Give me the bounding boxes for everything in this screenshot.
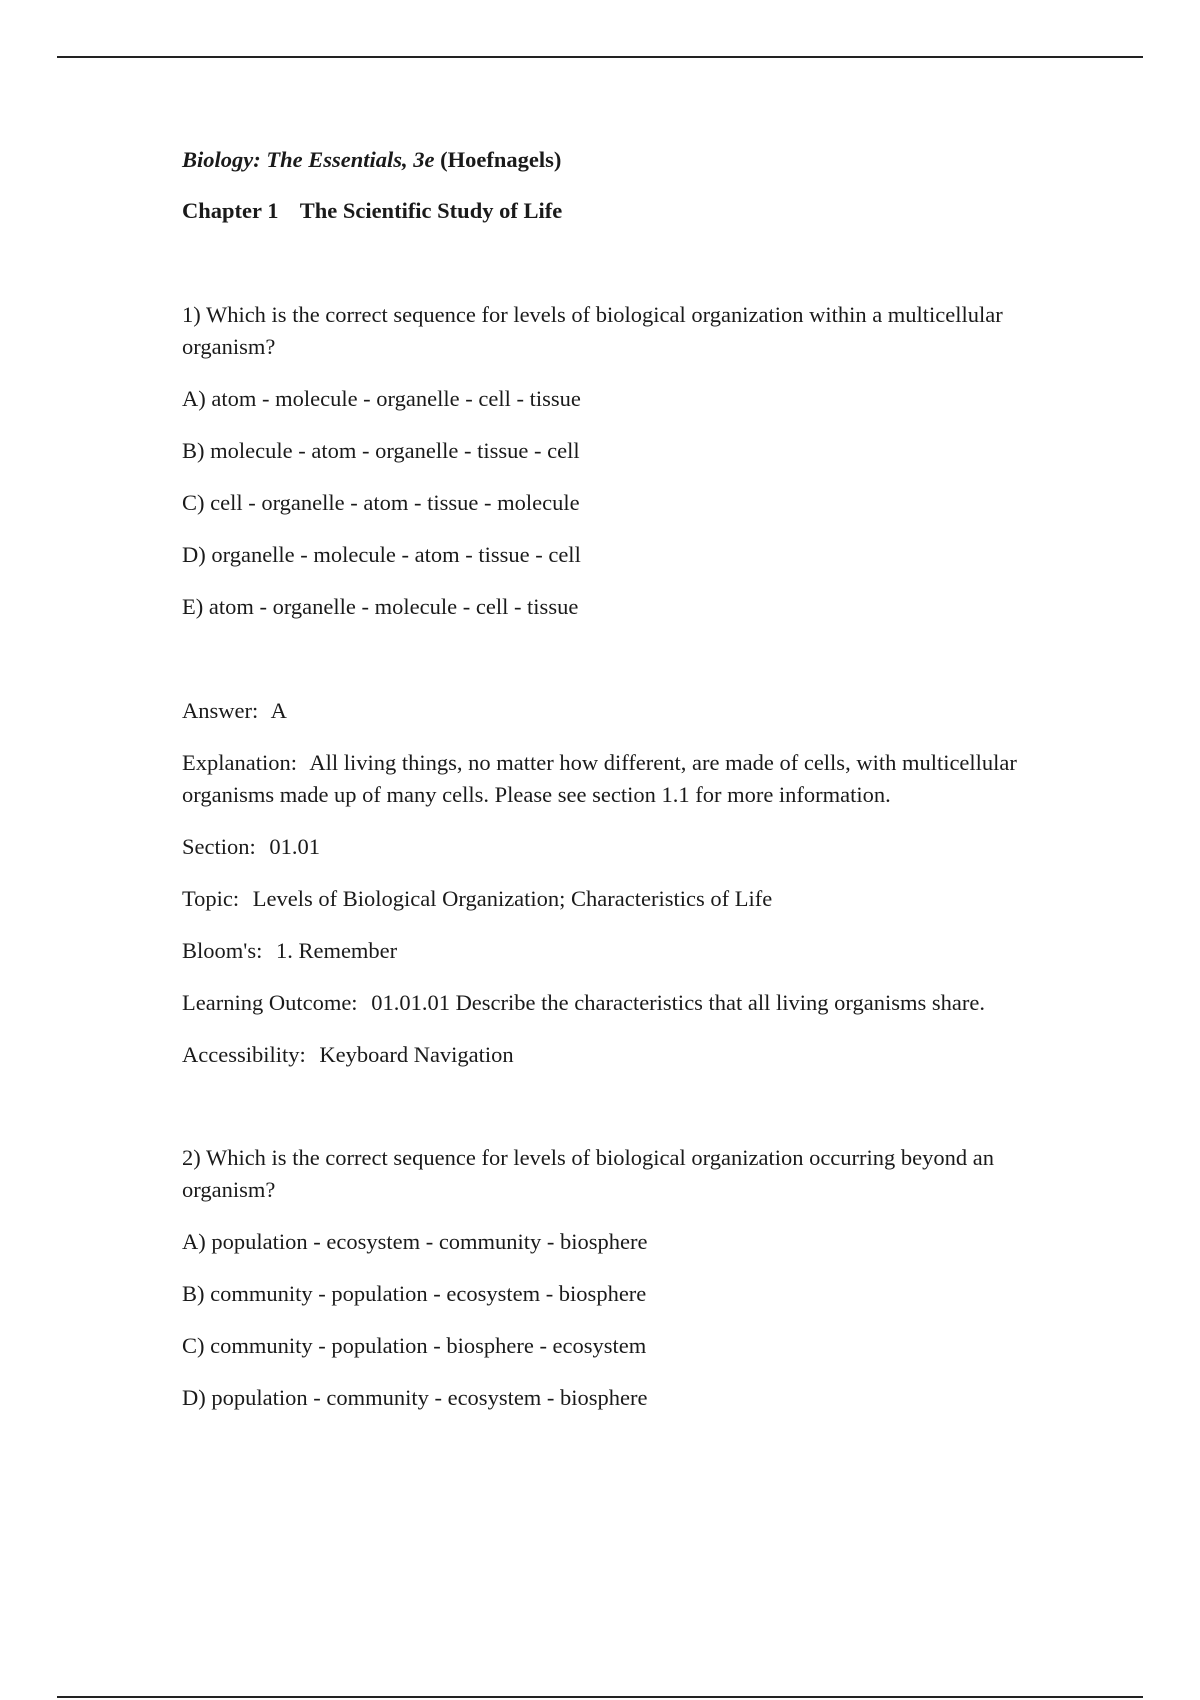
- section-line: [182, 831, 1062, 863]
- question-stem: 2) Which is the correct sequence for levels of biological organization occurring beyond an organism?: [182, 1145, 994, 1202]
- accessibility-line: [182, 1039, 1062, 1071]
- learning-outcome-line: [182, 987, 1062, 1019]
- answer-line: [182, 695, 1062, 727]
- chapter-number: Chapter 1: [182, 198, 279, 223]
- chapter-heading: [182, 195, 1062, 227]
- topic-value: Levels of Biological Organization; Characteristics of Life: [252, 886, 773, 911]
- answer-option: A) atom - molecule - organelle - cell - tissue: [182, 386, 581, 411]
- explanation-value: All living things, no matter how different, are made of cells, with multicellular organisms made up of many cells. Please see section 1.1 for more information.: [182, 750, 1017, 807]
- top-rule: [57, 56, 1143, 58]
- learning-outcome-label: Learning Outcome:: [182, 990, 358, 1015]
- learning-outcome-value: 01.01.01 Describe the characteristics that all living organisms share.: [371, 990, 985, 1015]
- answer-option: D) population - community - ecosystem - biosphere: [182, 1385, 648, 1410]
- answer-option: B) molecule - atom - organelle - tissue - cell: [182, 438, 580, 463]
- topic-line: [182, 883, 1062, 915]
- answer-option: D) organelle - molecule - atom - tissue - cell: [182, 542, 581, 567]
- explanation-label: Explanation:: [182, 750, 297, 775]
- book-title-line: [182, 144, 1062, 176]
- document-body: [182, 144, 1062, 1414]
- blooms-label: Bloom's:: [182, 938, 263, 963]
- question-2: [182, 1142, 1062, 1414]
- topic-label: Topic:: [182, 886, 240, 911]
- question-1: [182, 299, 1062, 1071]
- answer-option: A) population - ecosystem - community - biosphere: [182, 1229, 648, 1254]
- answer-label: Answer:: [182, 698, 259, 723]
- explanation-line: [182, 747, 1062, 811]
- answer-value: A: [270, 698, 287, 723]
- section-label: Section:: [182, 834, 256, 859]
- blooms-line: [182, 935, 1062, 967]
- accessibility-label: Accessibility:: [182, 1042, 306, 1067]
- accessibility-value: Keyboard Navigation: [319, 1042, 514, 1067]
- answer-option: C) cell - organelle - atom - tissue - molecule: [182, 490, 580, 515]
- answer-option: B) community - population - ecosystem - biosphere: [182, 1281, 647, 1306]
- question-stem: 1) Which is the correct sequence for levels of biological organization within a multicellular organism?: [182, 302, 1003, 359]
- section-value: 01.01: [269, 834, 320, 859]
- answer-option: E) atom - organelle - molecule - cell - tissue: [182, 594, 579, 619]
- chapter-title: The Scientific Study of Life: [299, 198, 563, 223]
- answer-option: C) community - population - biosphere - ecosystem: [182, 1333, 647, 1358]
- blooms-value: 1. Remember: [275, 938, 398, 963]
- bottom-rule: [57, 1696, 1143, 1698]
- book-title: Biology: The Essentials, 3e: [182, 147, 435, 172]
- book-author: (Hoefnagels): [440, 147, 562, 172]
